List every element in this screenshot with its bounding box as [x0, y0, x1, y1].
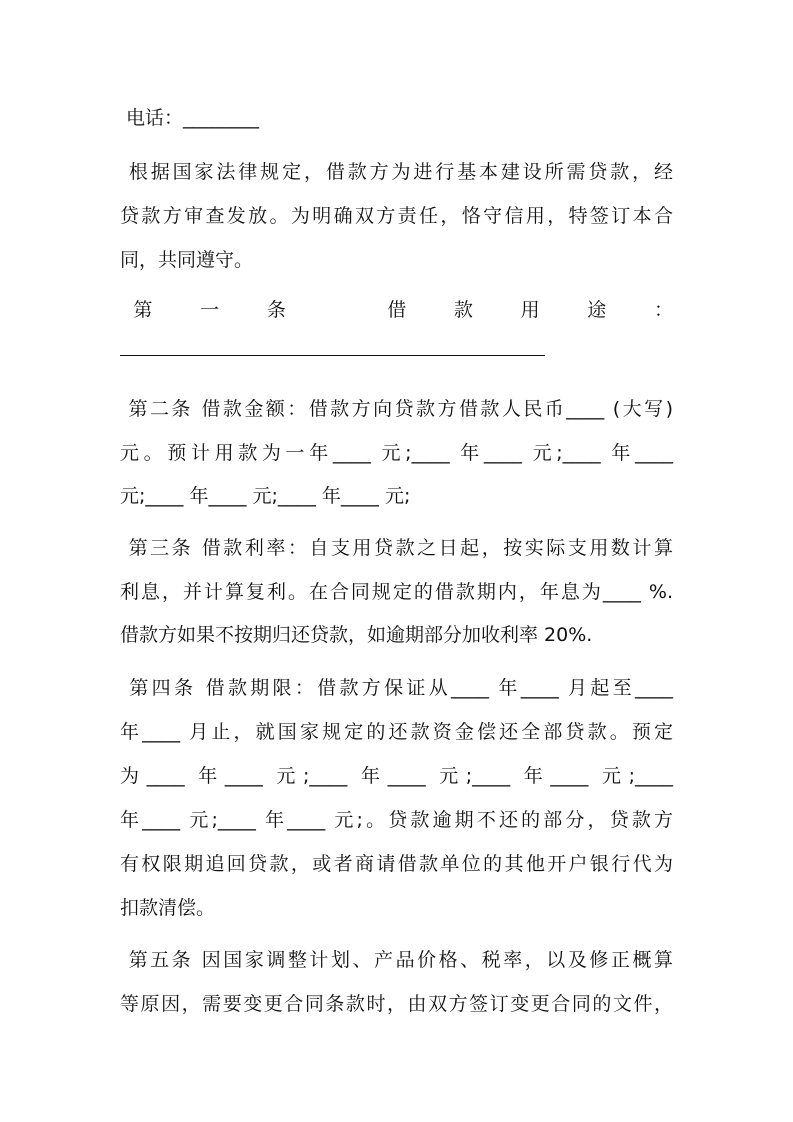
article-4-line-4: 年____ 元;____ 年____ 元;。贷款逾期不还的部分，贷款方	[120, 809, 673, 831]
phone-line: 电话：________	[120, 107, 260, 129]
article-5-line-1: 第五条 因国家调整计划、产品价格、税率，以及修正概算	[120, 949, 673, 971]
article-2-line-2: 元。预计用款为一年____ 元;____ 年____ 元;____ 年____	[120, 442, 673, 464]
article-3-line-1: 第三条 借款利率：自支用贷款之日起，按实际支用数计算	[120, 537, 673, 559]
article-4-line-2: 年____ 月止，就国家规定的还款资金偿还全部贷款。预定	[120, 721, 673, 743]
article-1-blank-rule	[120, 355, 545, 356]
preamble-line-3: 同，共同遵守。	[120, 249, 254, 271]
preamble-line-2: 贷款方审查发放。为明确双方责任，恪守信用，特签订本合	[120, 205, 673, 227]
article-4-line-5: 有权限期追回贷款，或者商请借款单位的其他开户银行代为	[120, 853, 673, 875]
article-4-line-1: 第四条 借款期限：借款方保证从____ 年____ 月起至____	[120, 677, 673, 699]
article-3-line-2: 利息，并计算复利。在合同规定的借款期内，年息为____ %.	[120, 581, 673, 603]
article-2-line-3: 元;____ 年____ 元;____ 年____ 元;	[120, 485, 411, 507]
preamble-line-1: 根据国家法律规定，借款方为进行基本建设所需贷款，经	[120, 161, 673, 183]
article-3-line-3: 借款方如果不按期归还贷款，如逾期部分加收利率 20%.	[120, 624, 593, 646]
article-4-line-6: 扣款清偿。	[120, 897, 216, 919]
article-4-line-3: 为____ 年____ 元;____ 年____ 元;____ 年____ 元;____	[120, 765, 673, 787]
article-5-line-2: 等原因，需要变更合同条款时，由双方签订变更合同的文件，	[120, 993, 673, 1015]
article-2-line-1: 第二条 借款金额：借款方向贷款方借款人民币____ (大写)	[120, 398, 673, 420]
article-1-heading: 第 一 条 借 款 用 途 ：	[120, 299, 673, 321]
